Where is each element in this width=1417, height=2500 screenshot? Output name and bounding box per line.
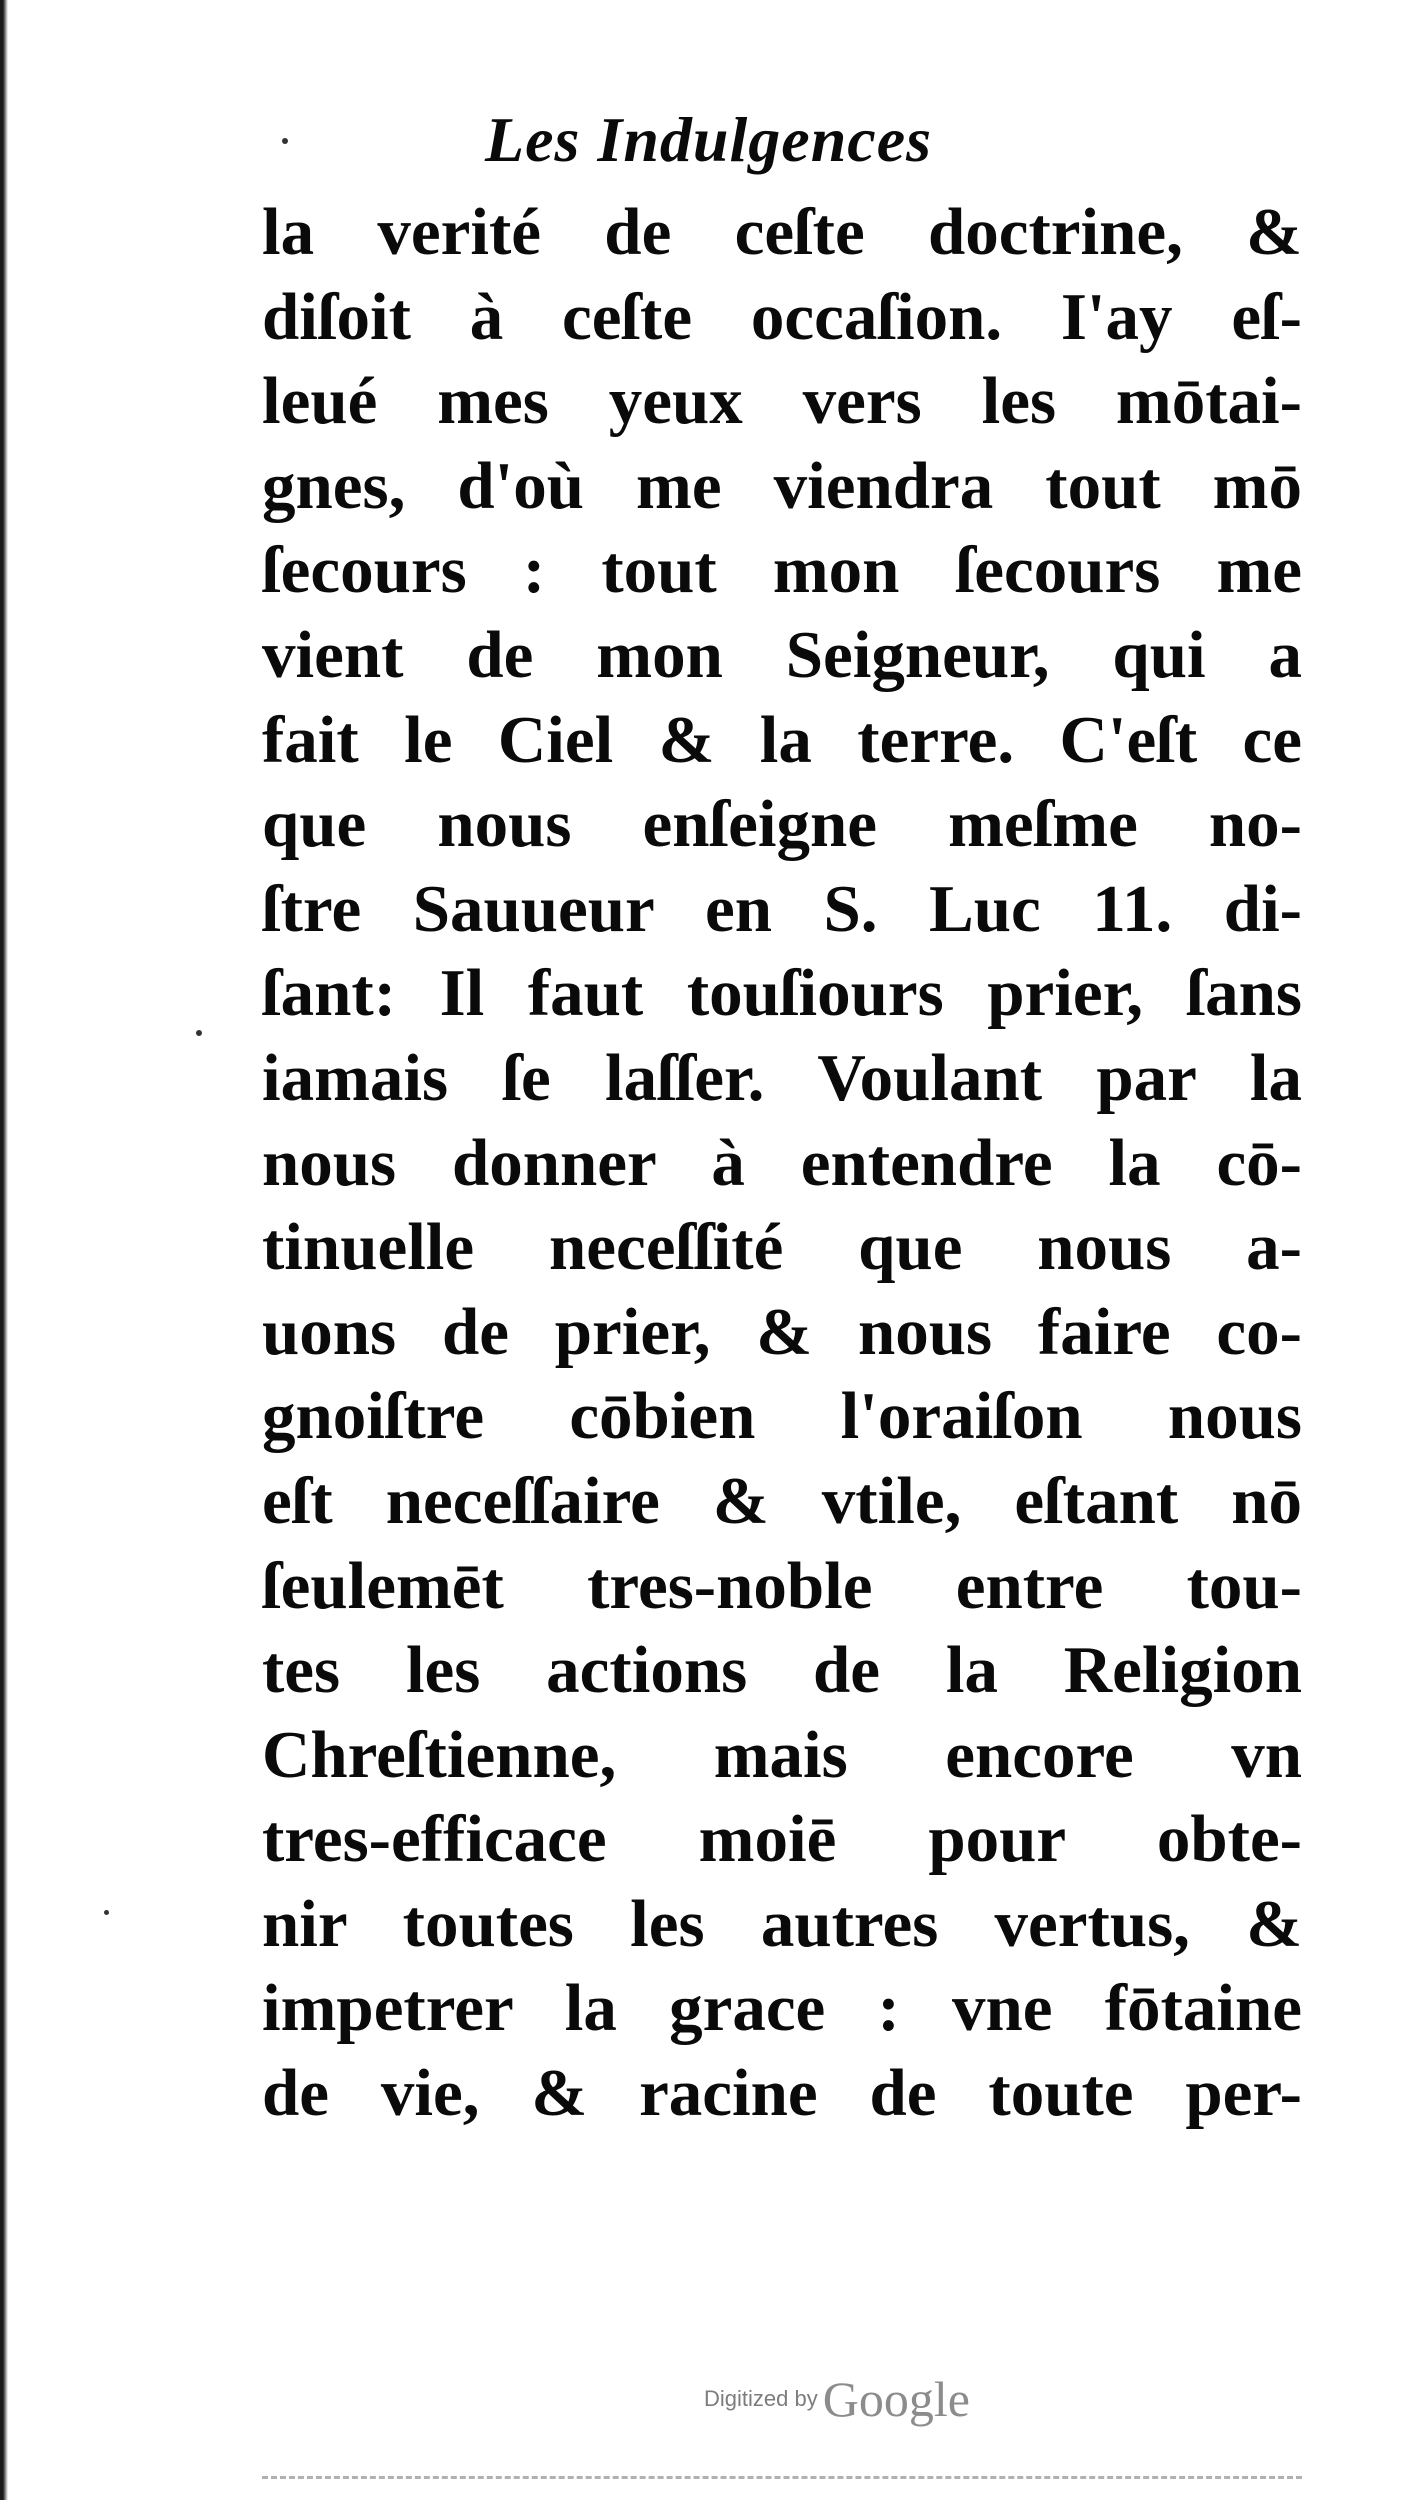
- body-text: [262, 190, 1302, 2136]
- text-line: iamais ſe laſſer. Voulant par la: [262, 1040, 1302, 1115]
- text-line: fait le Ciel & la terre. C'eſt ce: [262, 702, 1302, 777]
- text-line: impetrer la grace : vne fōtaine: [262, 1971, 1302, 2046]
- text-line: ſtre Sauueur en S. Luc 11. di-: [262, 871, 1302, 946]
- print-speck: [196, 1030, 202, 1036]
- print-speck: [104, 1910, 109, 1915]
- google-logo: Google: [822, 2371, 970, 2427]
- text-line: eſt neceſſaire & vtile, eſtant nō: [262, 1463, 1302, 1538]
- text-line: uons de prier, & nous faire co-: [262, 1294, 1302, 1369]
- text-line: que nous enſeigne meſme no-: [262, 787, 1302, 862]
- text-line: Chreſtienne, mais encore vn: [262, 1717, 1302, 1792]
- bottom-rule: [262, 2476, 1302, 2479]
- text-line: de vie, & racine de toute per-: [262, 2056, 1302, 2131]
- running-head: Les Indulgences: [485, 104, 932, 175]
- text-line: gnes, d'où me viendra tout mō: [262, 448, 1302, 523]
- text-line: vient de mon Seigneur, qui a: [262, 617, 1302, 692]
- text-line: la verité de ceſte doctrine, &: [262, 195, 1302, 269]
- text-line: ſant: Il faut touſiours prier, ſans: [262, 956, 1302, 1031]
- text-line: leué mes yeux vers les mōtai-: [262, 364, 1302, 439]
- text-line: tinuelle neceſſité que nous a-: [262, 1210, 1302, 1285]
- text-line: nir toutes les autres vertus, &: [262, 1886, 1302, 1961]
- digitized-by-label: Digitized by: [703, 2386, 818, 2411]
- text-line: diſoit à ceſte occaſion. I'ay eſ-: [262, 279, 1302, 354]
- digitized-by-watermark: [0, 2370, 970, 2428]
- text-line: ſeulemēt tres-noble entre tou-: [262, 1548, 1302, 1623]
- text-line: tes les actions de la Religion: [262, 1633, 1302, 1708]
- page-left-edge: [0, 0, 8, 2500]
- text-line: nous donner à entendre la cō-: [262, 1125, 1302, 1200]
- text-line: tres-efficace moiē pour obte-: [262, 1802, 1302, 1877]
- text-line: ſecours : tout mon ſecours me: [262, 533, 1302, 608]
- text-line: gnoiſtre cōbien l'oraiſon nous: [262, 1379, 1302, 1454]
